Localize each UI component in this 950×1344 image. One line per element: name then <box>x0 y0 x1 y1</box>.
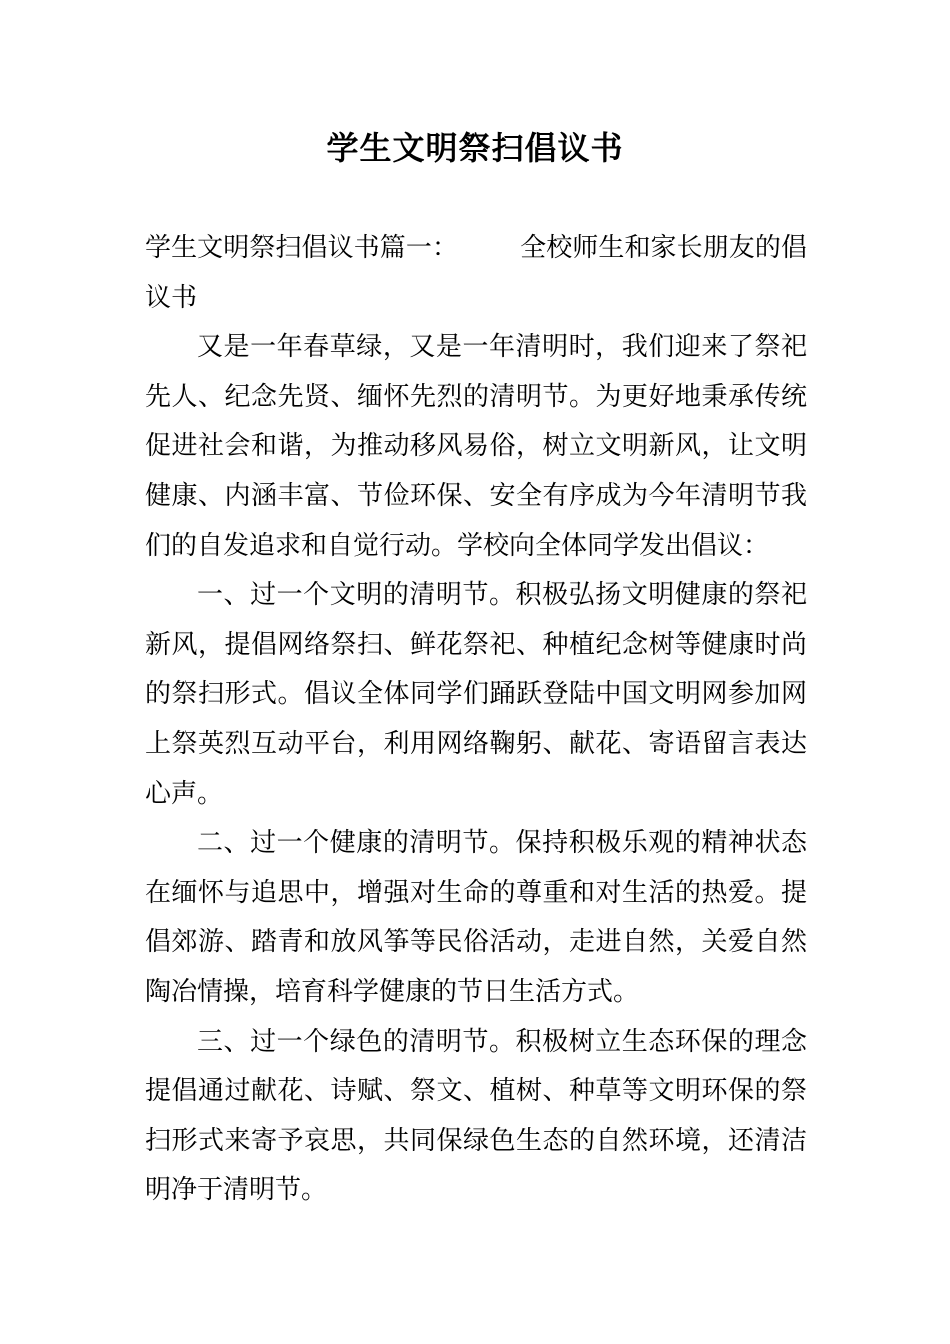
section-heading <box>145 224 807 323</box>
document-body <box>145 224 807 1216</box>
paragraph-item-1: 一、过一个文明的清明节。积极弘扬文明健康的祭祀新风，提倡网络祭扫、鲜花祭祀、种植纪念树等健康时尚的祭扫形式。倡议全体同学们踊跃登陆中国文明网参加网上祭英烈互动平台，利用网络鞠躬、献花、寄语留言表达心声。 <box>145 580 807 809</box>
paragraph-intro: 又是一年春草绿，又是一年清明时，我们迎来了祭祀先人、纪念先贤、缅怀先烈的清明节。为更好地秉承传统促进社会和谐，为推动移风易俗，树立文明新风，让文明健康、内涵丰富、节俭环保、安全有序成为今年清明节我们的自发追求和自觉行动。学校向全体同学发出倡议： <box>145 332 807 561</box>
paragraph-item-3: 三、过一个绿色的清明节。积极树立生态环保的理念提倡通过献花、诗赋、祭文、植树、种草等文明环保的祭扫形式来寄予哀思，共同保绿色生态的自然环境，还清洁明净于清明节。 <box>145 1026 807 1206</box>
document-title: 学生文明祭扫倡议书 <box>326 129 624 167</box>
section-heading-prefix: 学生文明祭扫倡议书篇一： <box>145 233 459 263</box>
paragraph-item-2: 二、过一个健康的清明节。保持积极乐观的精神状态在缅怀与追思中，增强对生命的尊重和对生活的热爱。提倡郊游、踏青和放风筝等民俗活动，走进自然，关爱自然陶冶情操，培育科学健康的节日生活方式。 <box>145 828 807 1007</box>
section-heading-rest: 全校师生和家长朋友的倡议书 <box>145 233 807 313</box>
